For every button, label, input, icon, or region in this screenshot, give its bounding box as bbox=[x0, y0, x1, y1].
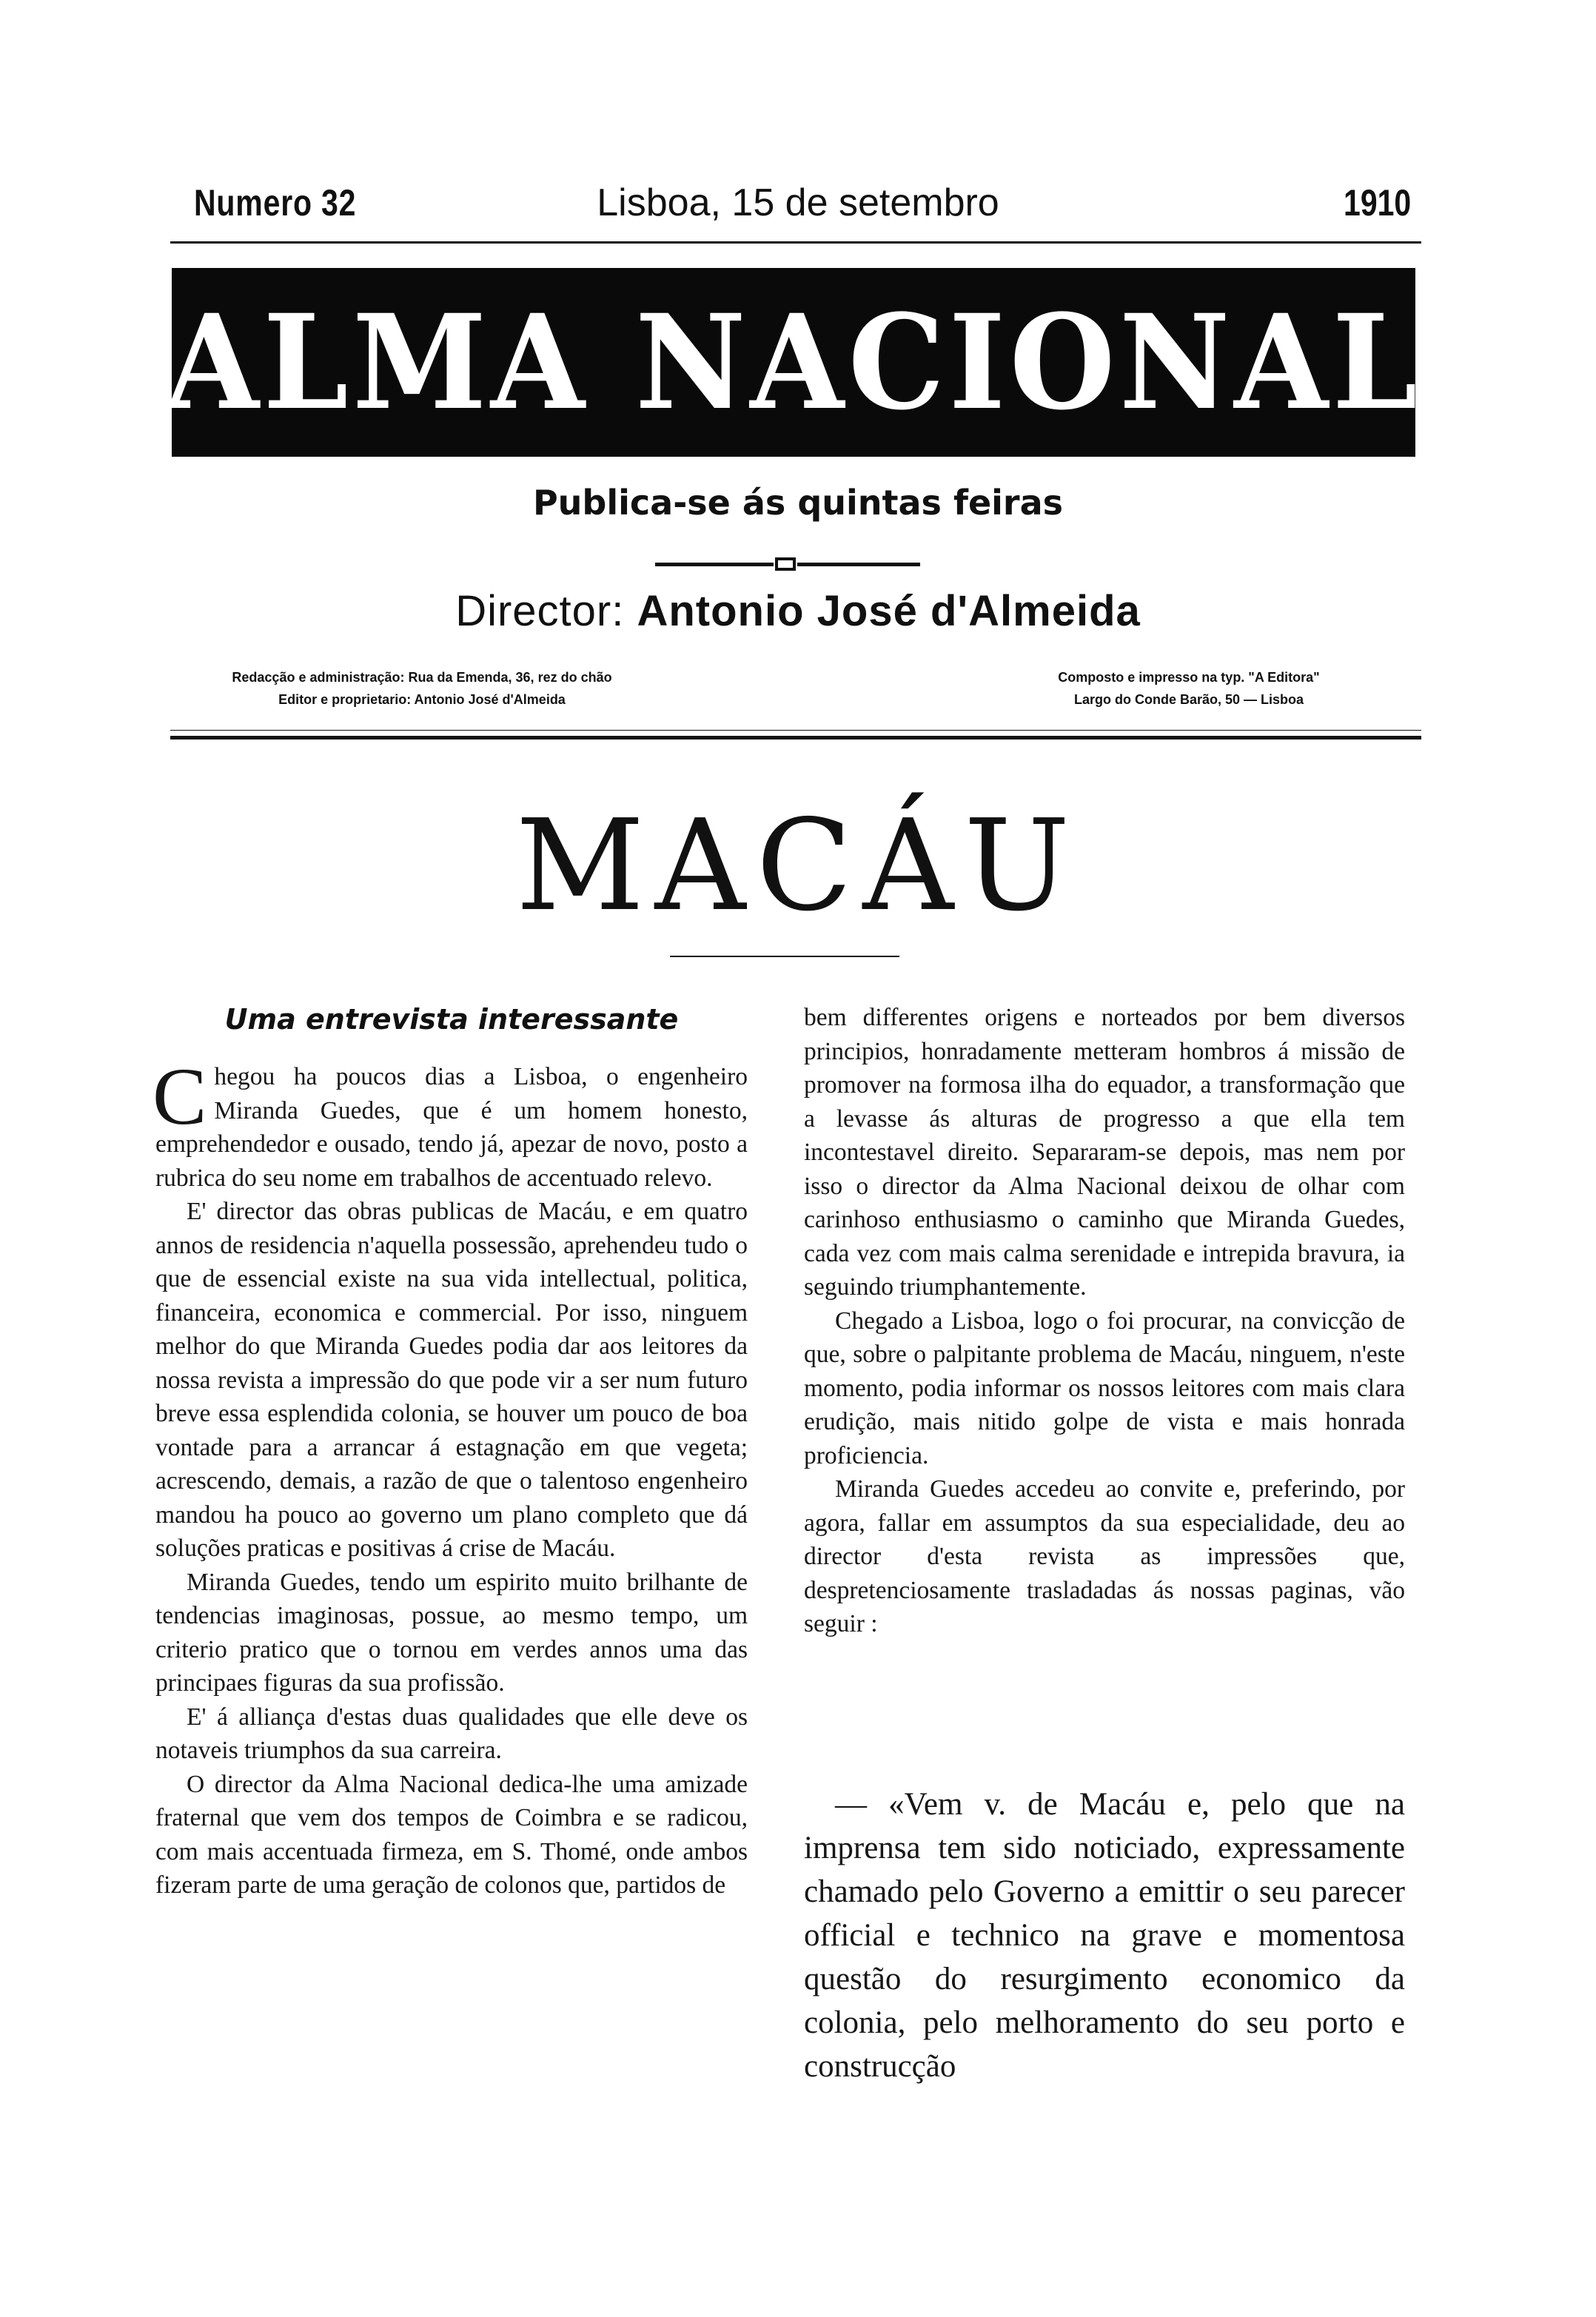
paragraph: Chegado a Lisboa, logo o foi procurar, na convicção de que, sobre o palpitante problema de Macáu, ninguem, n'este momento, podia informar os nossos leitores com mais clara erudição, mais nitido golpe de vista e mais honrada proficiencia. bbox=[804, 1307, 1405, 1469]
masthead-banner bbox=[165, 268, 1422, 457]
interview-quote bbox=[804, 1783, 1405, 2088]
masthead-title: ALMA NACIONAL bbox=[165, 285, 1422, 439]
issue-year: 1910 bbox=[1343, 182, 1411, 224]
paragraph-text: hegou ha poucos dias a Lisboa, o engenheiro Miranda Guedes, que é um homem honesto, emprehendedor e ousado, tendo já, apezar de novo, posto a rubrica do seu nome em trabalhos de accentuado relevo. bbox=[155, 1063, 748, 1192]
imprint-left bbox=[185, 666, 659, 711]
paragraph: O director da Alma Nacional dedica-lhe uma amizade fraternal que vem dos tempos de Coimbra e se radicou, com mais accentuada firmeza, em S. Thomé, onde ambos fizeram parte de uma geração de colonos que, partidos de bbox=[155, 1770, 748, 1899]
paragraph bbox=[152, 1051, 748, 1195]
imprint-rule-thick bbox=[170, 736, 1421, 740]
imprint-address: Redacção e administração: Rua da Emenda, 36, rez do chão bbox=[232, 670, 612, 685]
title-rule bbox=[670, 956, 899, 957]
dateline: Lisboa, 15 de setembro bbox=[597, 181, 999, 224]
article-subtitle: Uma entrevista interessante bbox=[224, 1003, 679, 1036]
paragraph: bem differentes origens e norteados por bem diversos principios, honradamente metteram hombros á missão de promover na formosa ilha do equador, a transformação que a levasse ás alturas de progresso a que ella tem incontestavel direito. Separaram-se depois, mas nem por isso o director da Alma Nacional deixou de olhar com carinhoso enthusiasmo o caminho que Miranda Guedes, cada vez com mais calma serenidade e intrepida bravura, ia seguindo triumphantemente. bbox=[804, 1004, 1405, 1301]
imprint-rule-thin bbox=[170, 730, 1421, 731]
publication-frequency: Publica-se ás quintas feiras bbox=[532, 483, 1064, 523]
director-line bbox=[0, 586, 1596, 636]
paragraph: E' á alliança d'estas duas qualidades que elle deve os notaveis triumphos da sua carreira. bbox=[155, 1703, 748, 1764]
article-column-right bbox=[804, 1001, 1405, 1641]
drop-cap: C bbox=[152, 1051, 207, 1141]
article-column-left bbox=[152, 1051, 748, 1902]
paragraph: Miranda Guedes accedeu ao convite e, preferindo, por agora, fallar em assumptos da sua especialidade, deu ao director d'esta revista as impressões que, despretenciosamente trasladadas ás nossas paginas, vão seguir : bbox=[804, 1475, 1405, 1637]
paragraph: E' director das obras publicas de Macáu, e em quatro annos de residencia n'aquella possessão, aprehendeu tudo o que de essencial existe na sua vida intellectual, politica, financeira, economica e commercial. Por isso, ninguem melhor do que Miranda Guedes podia dar aos leitores da nossa revista a impressão do que pode vir a ser num futuro breve essa esplendida colonia, se houver um pouco de boa vontade para a arrancar á estagnação em que vegeta; acrescendo, demais, a razão de que o talentoso engenheiro mandou ha pouco ao governo um plano completo que dá soluções praticas e positivas á crise de Macáu. bbox=[155, 1198, 748, 1562]
imprint-printer: Composto e impresso na typ. "A Editora" bbox=[1058, 670, 1320, 685]
imprint-printer-address: Largo do Conde Barão, 50 — Lisboa bbox=[1073, 692, 1304, 707]
imprint-right bbox=[996, 666, 1381, 711]
quote-text: — «Vem v. de Macáu e, pelo que na imprensa tem sido noticiado, expressamente chamado pelo Governo a emittir o seu parecer official e technico na grave e momentosa questão do resurgimento economico da colonia, pelo melhoramento do seu porto e construcção bbox=[804, 1787, 1405, 2084]
director-label: Director: bbox=[455, 587, 625, 635]
ornament-divider bbox=[655, 557, 920, 571]
director-name: Antonio José d'Almeida bbox=[637, 587, 1141, 635]
issue-number: Numero 32 bbox=[194, 182, 357, 224]
article-title: MACÁU bbox=[515, 793, 1081, 939]
header-rule bbox=[170, 241, 1421, 244]
paragraph: Miranda Guedes, tendo um espirito muito brilhante de tendencias imaginosas, possue, ao mesmo tempo, um criterio pratico que o tornou em verdes annos uma das principaes figuras da sua profissão. bbox=[155, 1568, 748, 1697]
imprint-editor: Editor e proprietario: Antonio José d'Almeida bbox=[278, 692, 566, 707]
